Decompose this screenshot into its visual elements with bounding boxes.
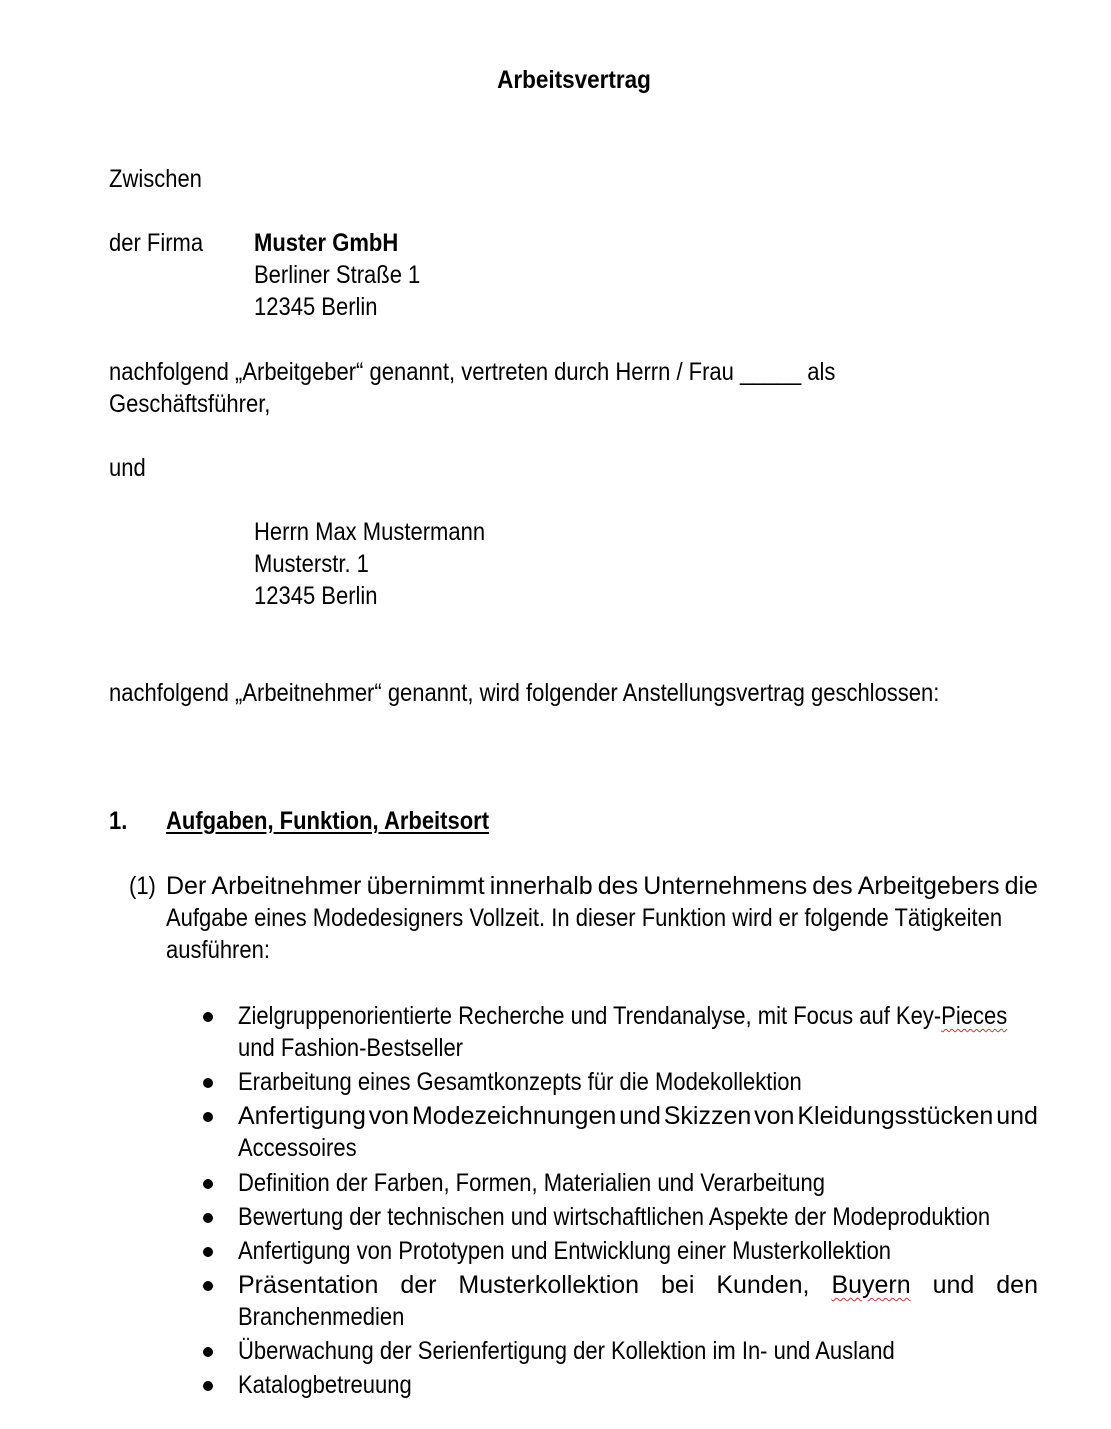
word: bei — [661, 1271, 695, 1299]
word: des — [597, 872, 639, 900]
word: Modezeichnungen — [411, 1102, 617, 1130]
word: Buyern — [831, 1271, 911, 1299]
bullet-9-line1: Katalogbetreuung — [238, 1371, 412, 1399]
bullet-1-line1 — [238, 1000, 1007, 1032]
word: den — [996, 1271, 1038, 1299]
word: Musterkollektion — [458, 1271, 640, 1299]
word: und — [996, 1102, 1038, 1130]
employee-street: Musterstr. 1 — [254, 550, 369, 578]
bullet-icon — [203, 1247, 213, 1257]
word: von — [368, 1102, 410, 1130]
word: übernimmt — [366, 872, 485, 900]
spellcheck-word: Pieces — [941, 1002, 1008, 1030]
word: Unternehmens — [643, 872, 808, 900]
word: von — [754, 1102, 795, 1130]
paragraph-line2: Aufgabe eines Modedesigners Vollzeit. In dieser Funktion wird er folgende Tätigkeiten — [166, 904, 1003, 932]
intro-text: Zwischen — [109, 165, 202, 193]
word: Skizzen — [663, 1102, 752, 1130]
bullet-2-line1: Erarbeitung eines Gesamtkonzepts für die Modekollektion — [238, 1068, 802, 1096]
employer-label: der Firma — [109, 229, 204, 257]
bullet-icon — [203, 1347, 213, 1357]
bullet-icon — [203, 1012, 213, 1022]
section-heading: Aufgaben, Funktion, Arbeitsort — [166, 807, 490, 835]
word: Der — [166, 872, 207, 900]
word: des — [812, 872, 853, 900]
bullet-1-text: Zielgruppenorientierte Recherche und Trendanalyse, mit Focus auf Key-Pieces — [238, 1002, 1008, 1030]
bullet-3-line1 — [238, 1100, 1038, 1132]
bullet-icon — [203, 1281, 213, 1291]
employee-name: Herrn Max Mustermann — [254, 518, 486, 546]
bullet-1-line2: und Fashion-Bestseller — [238, 1034, 464, 1062]
bullet-7-line2: Branchenmedien — [238, 1303, 405, 1331]
and-text: und — [109, 454, 146, 482]
word: Präsentation — [238, 1271, 379, 1299]
bullet-6-line1: Anfertigung von Prototypen und Entwicklung einer Musterkollektion — [238, 1237, 892, 1265]
bullet-5-line1: Bewertung der technischen und wirtschaftlichen Aspekte der Modeproduktion — [238, 1203, 991, 1231]
document-title: Arbeitsvertrag — [497, 66, 651, 94]
employer-city: 12345 Berlin — [254, 293, 378, 321]
word: der — [400, 1271, 437, 1299]
bullet-icon — [203, 1112, 213, 1122]
paragraph-number: (1) — [129, 872, 156, 900]
employer-street: Berliner Straße 1 — [254, 261, 421, 289]
word: Kleidungsstücken — [797, 1102, 994, 1130]
word: und — [932, 1271, 975, 1299]
word: und — [619, 1102, 661, 1130]
bullet-8-line1: Überwachung der Serienfertigung der Kollektion im In- und Ausland — [238, 1337, 895, 1365]
word: Arbeitnehmer — [211, 872, 362, 900]
word: Arbeitgebers — [857, 872, 1000, 900]
bullet-4-line1: Definition der Farben, Formen, Materialien und Verarbeitung — [238, 1169, 825, 1197]
word: innerhalb — [489, 872, 593, 900]
employer-note-line1: nachfolgend „Arbeitgeber“ genannt, vertreten durch Herrn / Frau _____ als — [109, 358, 836, 386]
bullet-icon — [203, 1381, 213, 1391]
word: die — [1004, 872, 1038, 900]
employee-note: nachfolgend „Arbeitnehmer“ genannt, wird folgender Anstellungsvertrag geschlossen: — [109, 679, 940, 707]
employer-name: Muster GmbH — [254, 229, 399, 257]
paragraph-line3: ausführen: — [166, 936, 270, 964]
word: Anfertigung — [238, 1102, 366, 1130]
paragraph-line1 — [166, 870, 1038, 902]
employer-note-line2: Geschäftsführer, — [109, 390, 271, 418]
bullet-3-line2: Accessoires — [238, 1134, 357, 1162]
word: Kunden, — [716, 1271, 810, 1299]
bullet-7-line1 — [238, 1269, 1038, 1301]
bullet-icon — [203, 1213, 213, 1223]
employee-city: 12345 Berlin — [254, 582, 378, 610]
bullet-icon — [203, 1078, 213, 1088]
section-number: 1. — [109, 807, 128, 835]
bullet-icon — [203, 1179, 213, 1189]
